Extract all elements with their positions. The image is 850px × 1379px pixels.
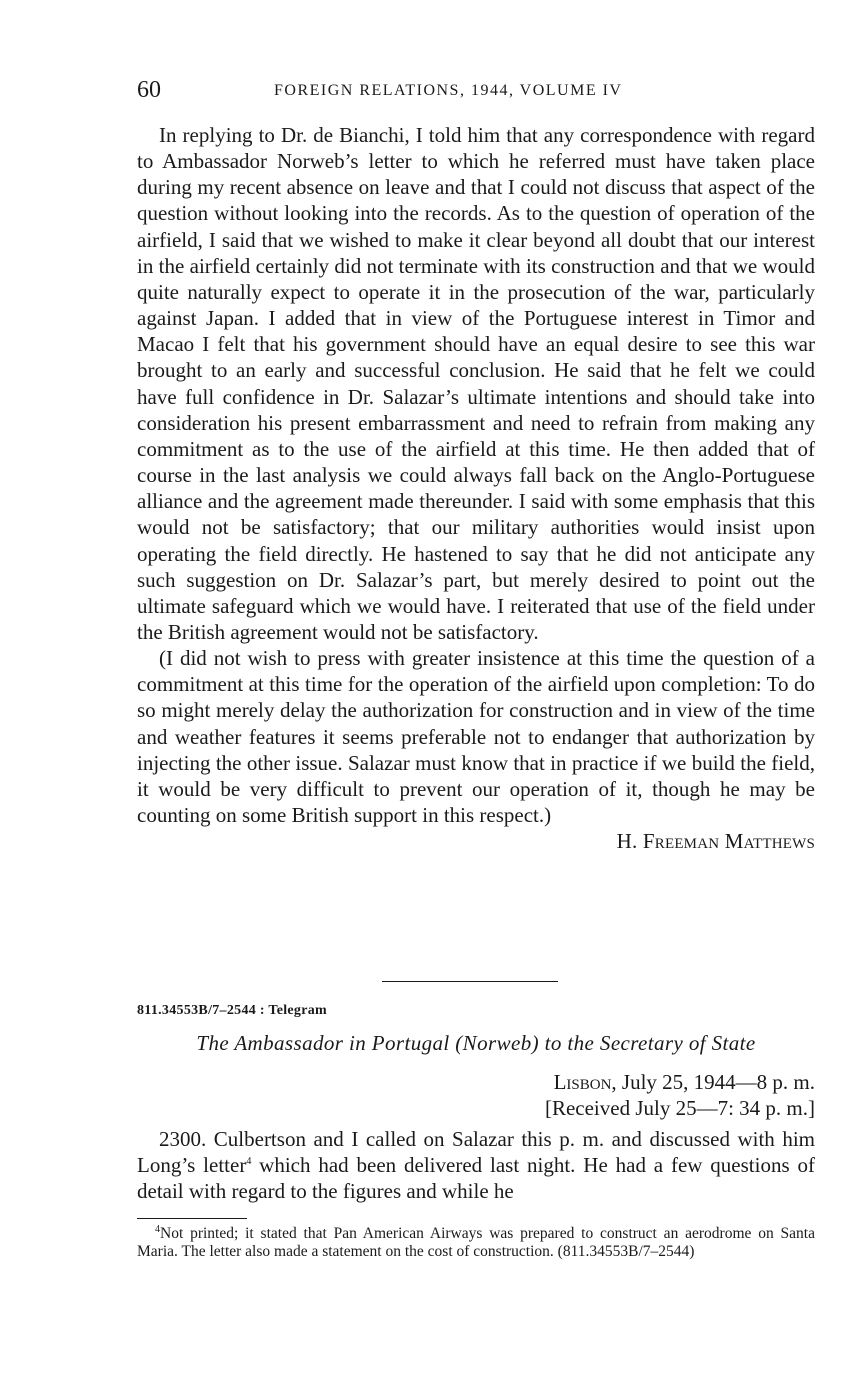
dateline [137, 1069, 815, 1121]
page-number: 60 [137, 77, 161, 103]
running-head [137, 77, 815, 107]
paragraph: In replying to Dr. de Bianchi, I told him that any correspondence with regard to Ambassador Norweb’s letter to which he referred must have taken place during my recent absence on leave and that I could not discuss that aspect of the question without looking into the records. As to the question of operation of the airfield, I said that we wished to make it clear beyond all doubt that our interest in the airfield certainly did not terminate with its construction and that we would quite naturally expect to operate it in the prosecution of the war, particularly against Japan. I added that in view of the Portuguese interest in Timor and Macao I felt that his government should have an equal desire to see this war brought to an early and successful conclusion. He said that he felt we could have full confidence in Dr. Salazar’s ultimate intentions and should take into consideration his present embarrassment and need to refrain from making any commitment as to the use of the airfield at this time. He then added that of course in the last analysis we could always fall back on the Anglo-Portuguese alliance and the agreement made thereunder. I said with some emphasis that this would not be satisfactory; that our military authorities would insist upon operating the field directly. He hastened to say that he did not anticipate any such suggestion on Dr. Salazar’s part, but merely desired to point out the ultimate safeguard which we would have. I reiterated that use of the field under the British agreement would not be satisfactory. [137, 123, 815, 644]
memorandum-body [137, 122, 815, 854]
footnote-marker: 4 [155, 1223, 160, 1235]
dateline-sent [137, 1069, 815, 1095]
file-reference: 811.34553B/7–2544 : Telegram [137, 1003, 328, 1018]
footnote-text: Not printed; it stated that Pan American Airways was prepared to construct an aerodrome on Santa Maria. The letter also made a statement on the cost of construction. (811.34553B/7–2544) [137, 1225, 815, 1260]
section-divider [382, 981, 558, 982]
running-title: FOREIGN RELATIONS, 1944, VOLUME IV [274, 82, 623, 99]
telegram-text [137, 1126, 815, 1204]
telegram-document [137, 1003, 815, 1204]
footnote-rule [137, 1218, 247, 1219]
footnote-reference[interactable]: 4 [246, 1156, 252, 1167]
document-page [137, 0, 815, 1379]
signature: H. Freeman Matthews [616, 829, 815, 854]
document-heading: The Ambassador in Portugal (Norweb) to the Secretary of State [196, 1031, 756, 1055]
dateline-date: July 25, 1944—8 p. m. [621, 1070, 815, 1094]
telegram-text-start: 2300. Culbertson and I called on Salazar this p. m. and discussed with him Long’s letter [137, 1127, 815, 1177]
dateline-place: Lisbon, [553, 1070, 617, 1094]
paragraph: (I did not wish to press with greater insistence at this time the question of a commitment at this time for the operation of the airfield upon completion: To do so might merely delay the authorization for construction and in view of the time and weather features it seems preferable not to endanger that authorization by injecting the other issue. Salazar must know that in practice if we build the field, it would be very difficult to prevent our operation of it, though he may be counting on some British support in this respect.) [137, 646, 815, 828]
footnote [137, 1225, 815, 1260]
telegram-text-rest: which had been delivered last night. He had a few questions of detail with regard to the figures and while he [137, 1153, 815, 1203]
dateline-received: [Received July 25—7: 34 p. m.] [544, 1096, 815, 1120]
